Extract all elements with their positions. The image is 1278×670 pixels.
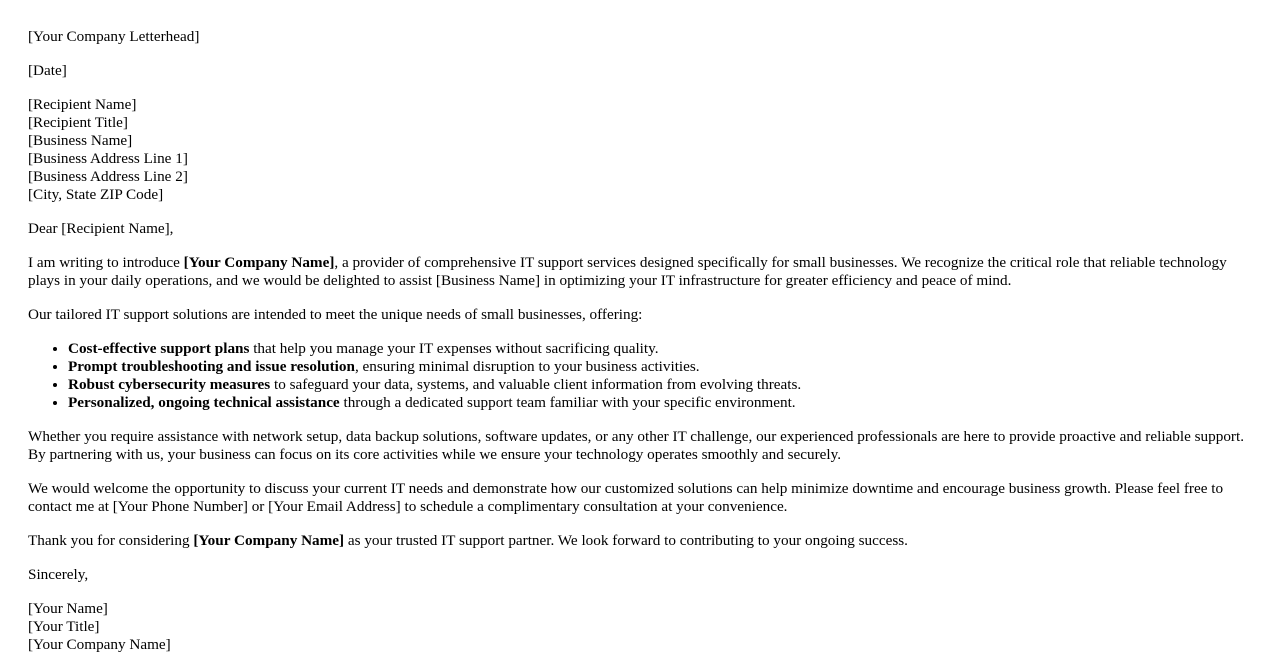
offering-text: , ensuring minimal disruption to your business activities. bbox=[354, 358, 700, 375]
letter-document bbox=[28, 28, 1253, 670]
offering-text: that help you manage your IT expenses without sacrificing quality. bbox=[249, 340, 659, 357]
thanks-text-after: as your trusted IT support partner. We look forward to contributing to your ongoing success. bbox=[344, 532, 908, 549]
offering-title: Robust cybersecurity measures bbox=[68, 376, 271, 393]
intro-text-before: I am writing to introduce bbox=[28, 254, 184, 271]
intro-paragraph bbox=[28, 254, 1253, 290]
offering-title: Prompt troubleshooting and issue resolution bbox=[68, 358, 355, 375]
recipient-address-line-1: [Business Address Line 1] bbox=[28, 150, 188, 167]
contact-paragraph: We would welcome the opportunity to discuss your current IT needs and demonstrate how our customized solutions can help minimize downtime and encourage business growth. Please feel free to contact me at [Your Phone Number] or [Your Email Address] to schedule a complimentary consultation at your convenience. bbox=[28, 480, 1224, 515]
thanks-company-name: [Your Company Name] bbox=[193, 532, 345, 549]
signature-title: [Your Title] bbox=[28, 618, 100, 635]
signature-name: [Your Name] bbox=[28, 600, 108, 617]
recipient-name: [Recipient Name] bbox=[28, 96, 137, 113]
letter-date: [Date] bbox=[28, 62, 67, 79]
offering-text: through a dedicated support team familiar with your specific environment. bbox=[339, 394, 796, 411]
signature-block bbox=[28, 600, 1253, 654]
recipient-city-state-zip: [City, State ZIP Code] bbox=[28, 186, 164, 203]
recipient-business: [Business Name] bbox=[28, 132, 133, 149]
list-item bbox=[68, 358, 1253, 376]
thanks-text-before: Thank you for considering bbox=[28, 532, 194, 549]
recipient-address-block bbox=[28, 96, 1253, 204]
list-item bbox=[68, 340, 1253, 358]
recipient-title: [Recipient Title] bbox=[28, 114, 128, 131]
closing: Sincerely, bbox=[28, 566, 89, 583]
list-item bbox=[68, 376, 1253, 394]
offerings-intro: Our tailored IT support solutions are intended to meet the unique needs of small businesses, offering: bbox=[28, 306, 643, 323]
offering-text: to safeguard your data, systems, and valuable client information from evolving threats. bbox=[270, 376, 802, 393]
offerings-list bbox=[28, 340, 1253, 412]
offering-title: Personalized, ongoing technical assistance bbox=[68, 394, 340, 411]
support-paragraph: Whether you require assistance with network setup, data backup solutions, software updates, or any other IT challenge, our experienced professionals are here to provide proactive and reliable support. By partnering with us, your business can focus on its core activities while we ensure your technology operates smoothly and securely. bbox=[28, 428, 1244, 463]
intro-company-name: [Your Company Name] bbox=[183, 254, 335, 271]
salutation: Dear [Recipient Name], bbox=[28, 220, 174, 237]
thanks-paragraph bbox=[28, 532, 1253, 550]
intro-text-after: , a provider of comprehensive IT support services designed specifically for small businesses. We recognize the critical role that reliable technology plays in your daily operations, and we would be delighted to assist [Business Name] in optimizing your IT infrastructure for greater efficiency and peace of mind. bbox=[28, 254, 1227, 289]
list-item bbox=[68, 394, 1253, 412]
signature-company: [Your Company Name] bbox=[28, 636, 171, 653]
offering-title: Cost-effective support plans bbox=[68, 340, 250, 357]
letterhead: [Your Company Letterhead] bbox=[28, 28, 200, 45]
recipient-address-line-2: [Business Address Line 2] bbox=[28, 168, 188, 185]
